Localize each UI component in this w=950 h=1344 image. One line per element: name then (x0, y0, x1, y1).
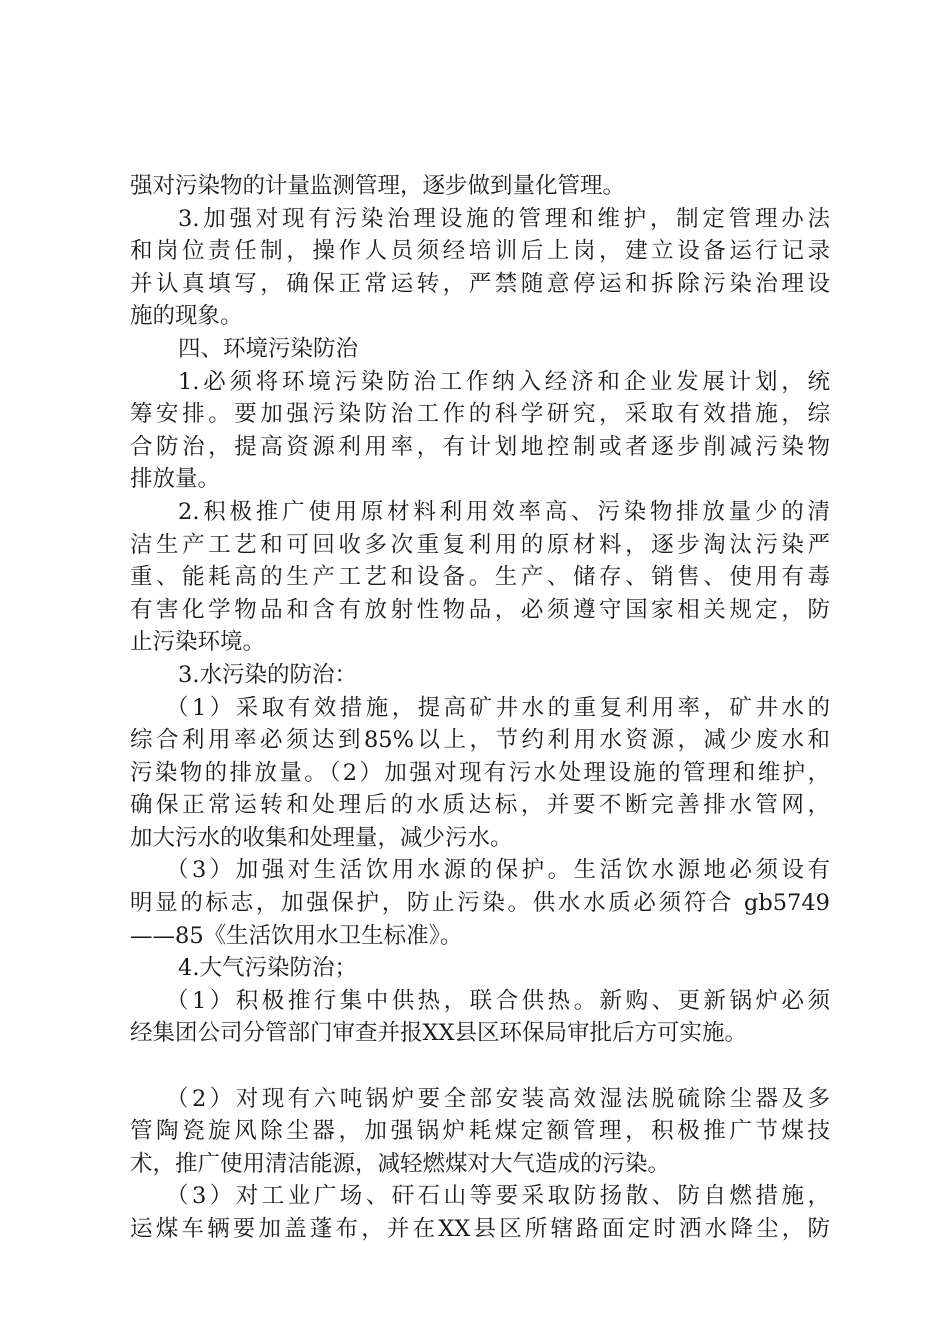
text-line: 和岗位责任制，操作人员须经培训后上岗，建立设备运行记录 (130, 238, 830, 265)
text-line: 3.水污染的防治： (178, 661, 357, 688)
text-line: 强对污染物的计量监测管理，逐步做到量化管理。 (130, 173, 626, 199)
text-line: 四、环境污染防治 (178, 335, 359, 362)
text-line: 术，推广使用清洁能源，减轻燃煤对大气造成的污染。 (130, 1150, 671, 1177)
text-line: （2）对现有六吨锅炉要全部安装高效湿法脱硫除尘器及多 (166, 1085, 830, 1112)
text-line: 有害化学物品和含有放射性物品，必须遵守国家相关规定，防 (130, 596, 830, 623)
text-line: 明显的标志，加强保护，防止污染。供水水质必须符合 gb5749 (130, 890, 830, 917)
text-line: 污染物的排放量。（2）加强对现有污水处理设施的管理和维护， (130, 759, 830, 786)
text-line: 2.积极推广使用原材料利用效率高、污染物排放量少的清 (178, 498, 830, 525)
text-line: 4.大气污染防治； (178, 955, 357, 982)
document-body (130, 170, 830, 1246)
text-line: 经集团公司分管部门审查并报XX县区环保局审批后方可实施。 (130, 1020, 748, 1047)
text-line: 3.加强对现有污染治理设施的管理和维护，制定管理办法 (178, 205, 830, 232)
text-line: 重、能耗高的生产工艺和设备。生产、储存、销售、使用有毒 (130, 564, 830, 591)
text-line: 并认真填写，确保正常运转，严禁随意停运和拆除污染治理设 (130, 270, 830, 297)
blank-line (130, 1050, 830, 1083)
text-line: 管陶瓷旋风除尘器，加强锅炉耗煤定额管理，积极推广节煤技 (130, 1118, 830, 1145)
text-line: 加大污水的收集和处理量，减少污水。 (130, 824, 513, 851)
text-line: （1）积极推行集中供热，联合供热。新购、更新锅炉必须 (166, 987, 830, 1014)
text-line: 确保正常运转和处理后的水质达标，并要不断完善排水管网， (130, 792, 830, 819)
text-line: 排放量。 (130, 466, 221, 493)
text-line: （3）对工业广场、矸石山等要采取防扬散、防自燃措施， (166, 1183, 830, 1210)
text-line: 止污染环境。 (130, 629, 266, 656)
text-line: 运煤车辆要加盖蓬布，并在XX县区所辖路面定时洒水降尘，防 (130, 1216, 830, 1242)
text-line: 洁生产工艺和可回收多次重复利用的原材料，逐步淘汰污染严 (130, 531, 830, 558)
text-line: 合防治，提高资源利用率，有计划地控制或者逐步削减污染物 (130, 433, 830, 460)
text-line: 1.必须将环境污染防治工作纳入经济和企业发展计划，统 (178, 368, 830, 395)
text-line: 筹安排。要加强污染防治工作的科学研究，采取有效措施，综 (130, 401, 830, 428)
text-line: （1）采取有效措施，提高矿井水的重复利用率，矿井水的 (166, 694, 830, 721)
text-line: 施的现象。 (130, 303, 243, 330)
text-line: （3）加强对生活饮用水源的保护。生活饮水源地必须设有 (166, 857, 830, 884)
text-line: 综合利用率必须达到85%以上，节约利用水资源，减少废水和 (130, 727, 830, 754)
text-line: ——85《生活饮用水卫生标准》。 (130, 922, 463, 949)
